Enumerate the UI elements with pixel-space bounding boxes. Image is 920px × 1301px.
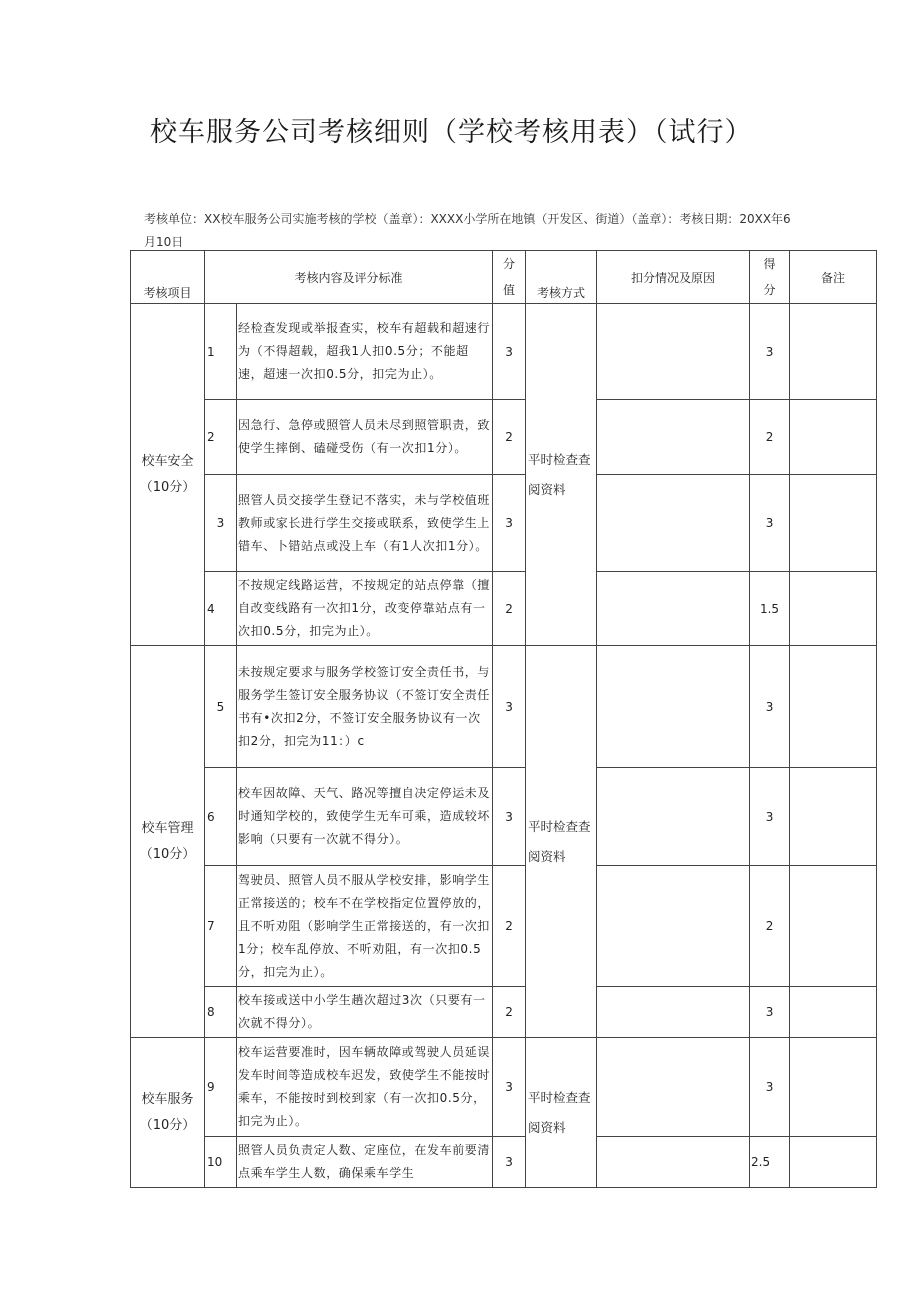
remark-cell (790, 304, 877, 400)
row-number: 9 (205, 1038, 237, 1137)
got-score: 3 (750, 1038, 790, 1137)
deduction-cell (597, 475, 750, 572)
header-got-top: 得 (763, 257, 776, 271)
table-row (131, 304, 877, 400)
category-name: 校车服务 (141, 1091, 194, 1107)
score-value: 3 (493, 646, 526, 768)
table-row (131, 866, 877, 987)
header-got (750, 251, 790, 304)
category-name: 校车管理 (141, 820, 194, 836)
criterion-text: 因急行、急停或照管人员未尽到照管职责，致使学生摔倒、磕碰受伤（有一次扣1分）。 (237, 400, 493, 475)
method-cell (526, 646, 597, 1038)
got-score: 2.5 (750, 1137, 790, 1188)
method-cell (526, 304, 597, 646)
category-cell (131, 304, 205, 646)
criterion-text: 不按规定线路运营，不按规定的站点停靠（擅自改变线路有一次扣1分，改变停靠站点有一次扣0.5分，扣完为止）。 (237, 572, 493, 646)
deduction-cell (597, 646, 750, 768)
criterion-text: 经检查发现或举报查实，校车有超载和超速行为（不得超载，超我1人扣0.5分；不能超速，超速一次扣0.5分，扣完为止）。 (237, 304, 493, 400)
deduction-cell (597, 768, 750, 866)
remark-cell (790, 400, 877, 475)
got-score: 3 (750, 768, 790, 866)
criterion-text: 校车接或送中小学生趟次超过3次（只要有一次就不得分）。 (237, 987, 493, 1038)
criterion-text: 驾驶员、照管人员不服从学校安排，影响学生正常接送的；校车不在学校指定位置停放的，且不听劝阻（影响学生正常接送的，有一次扣1分；校车乱停放、不听劝阻，有一次扣0.5分，扣完为止）。 (237, 866, 493, 987)
row-number: 3 (205, 475, 237, 572)
method-line: 平时检查查 (528, 1089, 591, 1105)
got-score: 3 (750, 304, 790, 400)
score-value: 3 (493, 304, 526, 400)
remark-cell (790, 1137, 877, 1188)
deduction-cell (597, 866, 750, 987)
assessment-table (130, 250, 877, 1188)
category-cell (131, 646, 205, 1038)
got-score: 2 (750, 400, 790, 475)
remark-cell (790, 646, 877, 768)
criterion-text: 校车因故障、天气、路况等擅自决定停运未及时通知学校的，致使学生无车可乘，造成较坏影响（只要有一次就不得分）。 (237, 768, 493, 866)
score-value: 3 (493, 768, 526, 866)
score-value: 3 (493, 475, 526, 572)
row-number: 10 (205, 1137, 237, 1188)
remark-cell (790, 768, 877, 866)
score-value: 2 (493, 987, 526, 1038)
deduction-cell (597, 1137, 750, 1188)
remark-cell (790, 572, 877, 646)
remark-cell (790, 987, 877, 1038)
remark-cell (790, 866, 877, 987)
table-row (131, 1137, 877, 1188)
category-points: （10分） (139, 479, 196, 495)
score-value: 2 (493, 572, 526, 646)
got-score: 3 (750, 646, 790, 768)
score-value: 3 (493, 1038, 526, 1137)
deduction-cell (597, 987, 750, 1038)
row-number: 7 (205, 866, 237, 987)
method-line: 阅资料 (528, 848, 566, 864)
table-row (131, 400, 877, 475)
assessment-info-line: 考核单位：XX校车服务公司实施考核的学校（盖章）：XXXX小学所在地镇（开发区、街道）（盖章）：考核日期：20XX年6 (144, 212, 791, 226)
table-row (131, 572, 877, 646)
method-line: 平时检查查 (528, 818, 591, 834)
criterion-text: 校车运营要准时，因车辆故障或驾驶人员延误发车时间等造成校车迟发，致使学生不能按时乘车，不能按时到校到家（有一次扣0.5分，扣完为止）。 (237, 1038, 493, 1137)
header-got-bottom: 分 (763, 283, 776, 297)
criterion-text: 照管人员负责定人数、定座位，在发车前要清点乘车学生人数，确保乘车学生 (237, 1137, 493, 1188)
table-row (131, 646, 877, 768)
got-score: 3 (750, 475, 790, 572)
row-number: 4 (205, 572, 237, 646)
assessment-info (144, 208, 874, 254)
header-method: 考核方式 (526, 251, 597, 304)
deduction-cell (597, 572, 750, 646)
method-cell (526, 1038, 597, 1188)
table-row (131, 1038, 877, 1137)
remark-cell (790, 475, 877, 572)
method-line: 平时检查查 (528, 451, 591, 467)
assessment-date-tail: 月10日 (144, 235, 184, 249)
criterion-text: 未按规定要求与服务学校签订安全责任书，与服务学生签订安全服务协议（不签订安全责任书有•次扣2分，不签订安全服务协议有一次扣2分，扣完为11：）c (237, 646, 493, 768)
header-item: 考核项目 (131, 251, 205, 304)
got-score: 3 (750, 987, 790, 1038)
remark-cell (790, 1038, 877, 1137)
method-line: 阅资料 (528, 481, 566, 497)
deduction-cell (597, 304, 750, 400)
document-title: 校车服务公司考核细则（学校考核用表）（试行） (150, 117, 753, 148)
row-number: 2 (205, 400, 237, 475)
method-line: 阅资料 (528, 1119, 566, 1135)
row-number: 5 (205, 646, 237, 768)
got-score: 1.5 (750, 572, 790, 646)
category-name: 校车安全 (141, 453, 194, 469)
category-points: （10分） (139, 846, 196, 862)
header-content: 考核内容及评分标准 (205, 251, 493, 304)
table-row (131, 768, 877, 866)
header-score-top: 分 (503, 257, 516, 271)
row-number: 1 (205, 304, 237, 400)
got-score: 2 (750, 866, 790, 987)
deduction-cell (597, 1038, 750, 1137)
table-row (131, 475, 877, 572)
criterion-text: 照管人员交接学生登记不落实，未与学校值班教师或家长进行学生交接或联系，致使学生上错车、卜错站点或没上车（有1人次扣1分）。 (237, 475, 493, 572)
header-row (131, 251, 877, 304)
row-number: 6 (205, 768, 237, 866)
header-score (493, 251, 526, 304)
score-value: 3 (493, 1137, 526, 1188)
score-value: 2 (493, 400, 526, 475)
score-value: 2 (493, 866, 526, 987)
header-score-bottom: 值 (503, 283, 516, 297)
category-points: （10分） (139, 1117, 196, 1133)
table-row (131, 987, 877, 1038)
row-number: 8 (205, 987, 237, 1038)
header-remark: 备注 (790, 251, 877, 304)
deduction-cell (597, 400, 750, 475)
category-cell (131, 1038, 205, 1188)
header-deduction: 扣分情况及原因 (597, 251, 750, 304)
